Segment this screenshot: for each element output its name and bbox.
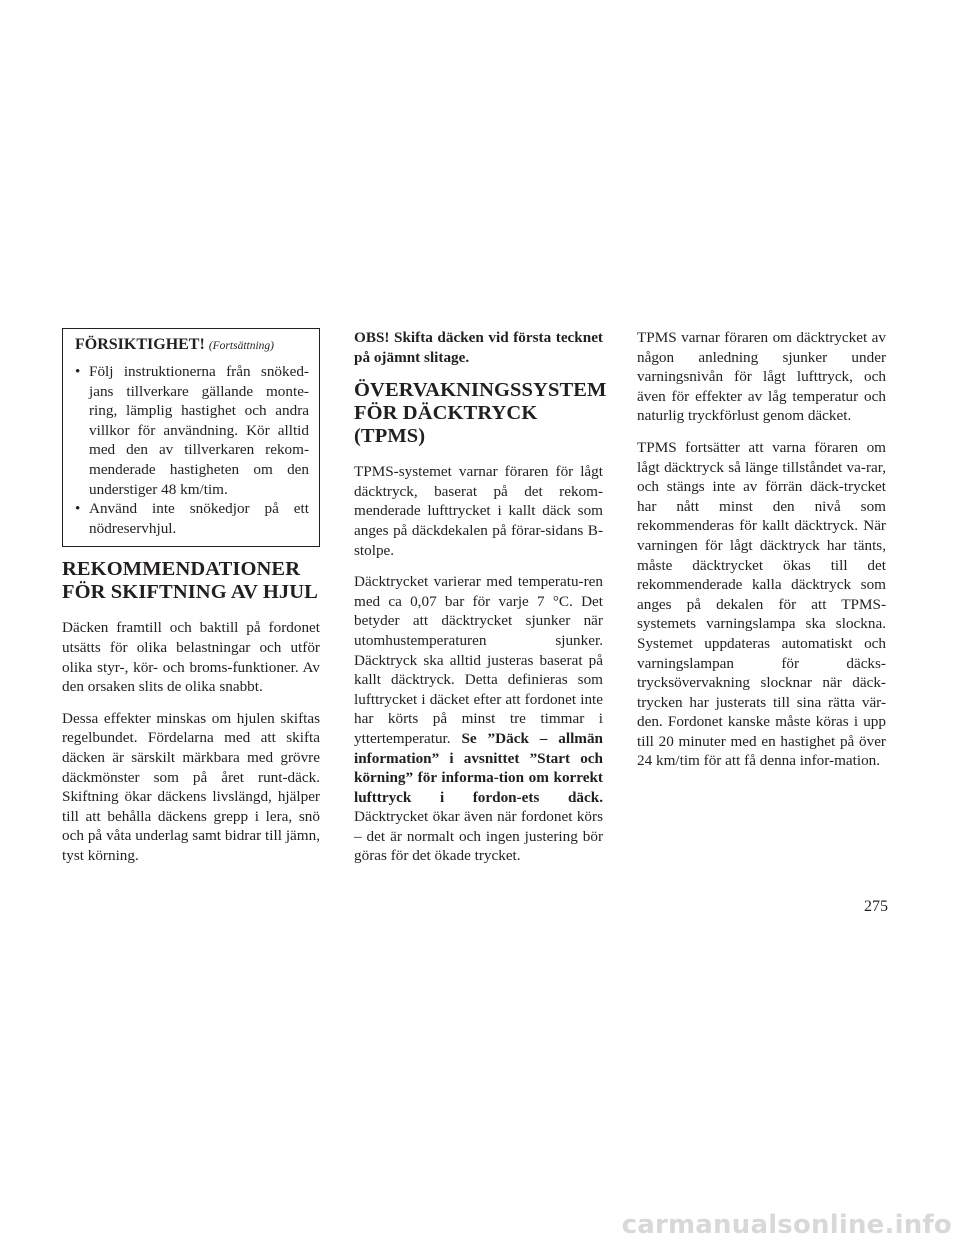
page-number: 275 [864, 898, 888, 915]
paragraph-text: Däcktrycket ökar även när fordonet körs – det är normalt och ingen justering bör göras för det ökade trycket. [354, 808, 603, 865]
paragraph [354, 572, 603, 866]
column-right [637, 328, 886, 783]
caution-list [75, 362, 309, 538]
obs-note: OBS! Skifta däcken vid första tecknet på ojämnt slitage. [354, 329, 603, 366]
caution-box [62, 328, 320, 547]
paragraph: TPMS-systemet varnar föraren för lågt däcktryck, baserat på det rekom-menderade lufttrycket i kallt däck som anges på däckdekalen på förar-sidans B-stolpe. [354, 463, 603, 559]
caution-continued: (Fortsättning) [208, 340, 274, 352]
column-left [62, 328, 320, 877]
paragraph: TPMS varnar föraren om däcktrycket av någon anledning sjunker under varningsnivån för lågt lufttryck, och även för effekter av låg temperatur och naturlig tryckförlust genom däcket. [637, 329, 886, 425]
caution-bullet [75, 362, 309, 499]
paragraph: TPMS fortsätter att varna föraren om lågt däcktryck så länge tillståndet va-rar, och stängs inte av förrän däck-trycket har nått minst den nivå som rekommenderas för kallt däcktryck. När varningen för lågt däcktryck har tänts, måste däcktrycket ökas till det rekommenderade kalla däcktryck som anges på dekalen för att TPMS-systemets varningslampa ska slockna. Systemet uppdateras automatiskt och varningslampan för däcks-trycksövervakning slocknar när däck-trycken har justerats till sina rätta vär-den. Fordonet kanske måste köras i upp till 20 minuter med en hastighet på över 24 km/tim för att få denna infor-mation. [637, 438, 886, 770]
caution-bullet [75, 499, 309, 538]
caution-bullet-text: Använd inte snökedjor på ett nödreservhjul. [89, 500, 309, 537]
paragraph: Dessa effekter minskas om hjulen skiftas regelbundet. Fördelarna med att skifta däcken är särskilt märkbara med grövre däckmönster som på året runt-däck. Skiftning ökar däckens livslängd, hjälper till att behålla däckens grepp i lera, snö och på våta underlag samt bidrar till jämn, tyst körning. [62, 709, 320, 864]
section-heading-rotation: REKOMMENDATIONER FÖR SKIFTNING AV HJUL [62, 558, 318, 604]
section-heading-tpms: ÖVERVAKNINGSSYSTEM FÖR DÄCKTRYCK (TPMS) [354, 379, 607, 448]
caution-bullet-text: Följ instruktionerna från snöked-jans tillverkare gällande monte-ring, lämplig hastighet och andra villkor för användning. Kör alltid med den av tillverkaren rekom-menderade hastigheten om den understiger 48 km/tim. [89, 363, 309, 498]
paragraph: Däcken framtill och baktill på fordonet utsätts för olika belastningar och utför olika styr-, kör- och broms-funktioner. Av den orsaken slits de olika snabbt. [62, 619, 320, 696]
cross-reference: Se ”Däck – allmän information” i avsnittet ”Start och körning” för informa-tion om korrekt lufttryck i fordon-ets däck. [354, 729, 603, 806]
caution-title [75, 334, 309, 357]
watermark: carmanualsonline.info [621, 1210, 952, 1240]
paragraph-text: Däcktrycket varierar med temperatu-ren med ca 0,07 bar för varje 7 °C. Det betyder att däcktrycket sjunker när utomhustemperaturen sjunker. Däcktryck ska alltid justeras baserat på kallt däcktryck. Detta definieras som lufttrycket i däcket efter att fordonet inte har körts på minst tre timmar i yttertemperatur. [354, 573, 603, 747]
bullet-glyph: • [75, 363, 81, 380]
bullet-glyph: • [75, 500, 81, 518]
caution-title-text: FÖRSIKTIGHET! [75, 336, 205, 353]
column-middle [354, 328, 607, 878]
